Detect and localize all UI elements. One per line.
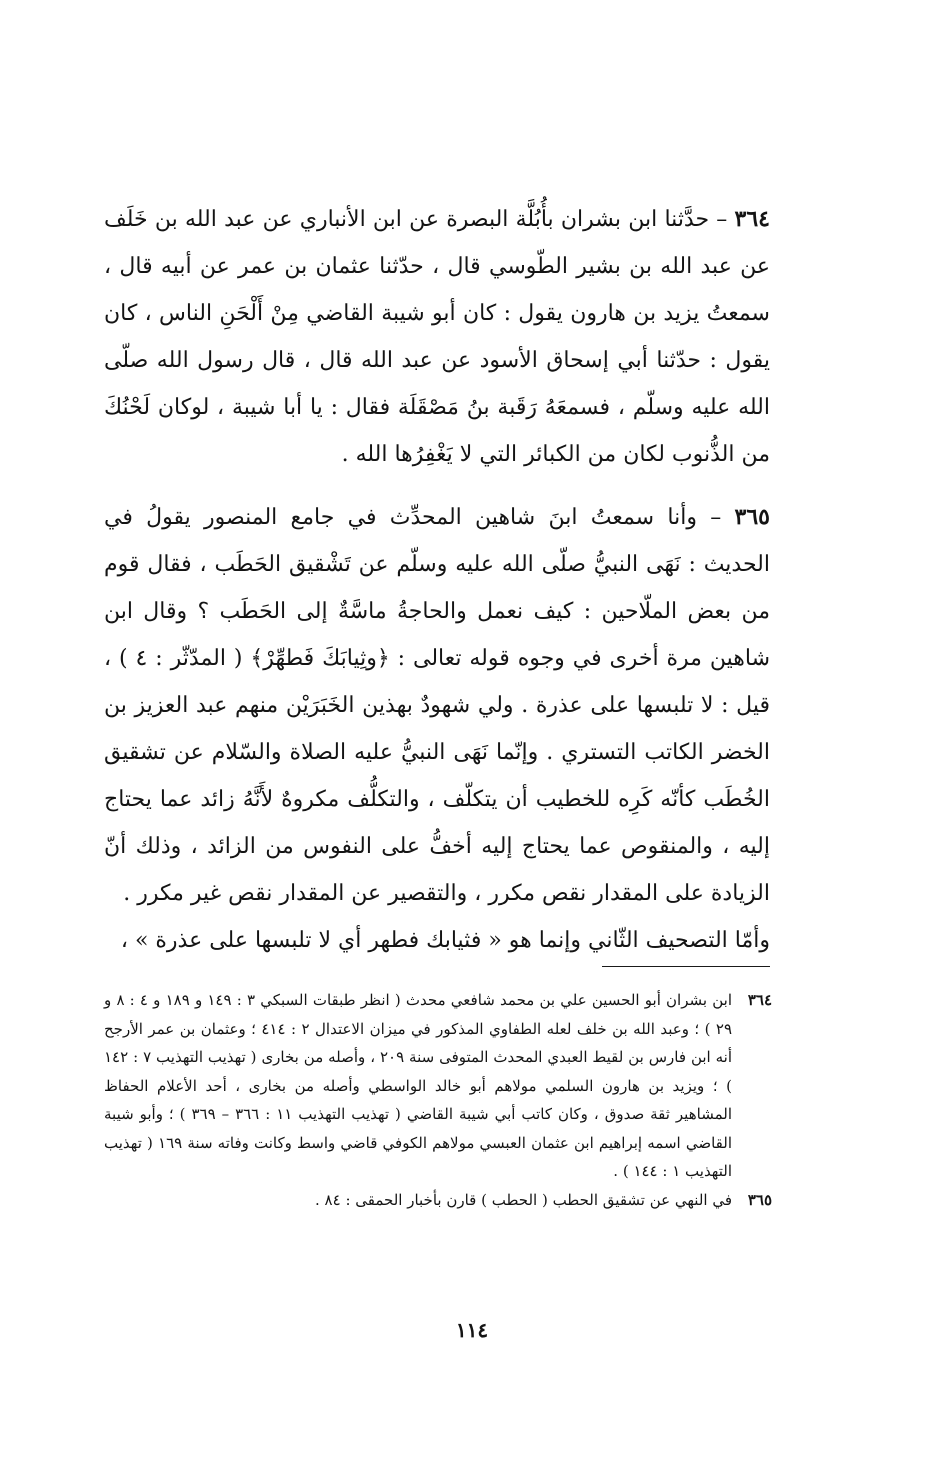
paragraph-number: ٣٦٥ — [734, 504, 770, 530]
paragraph-text: – حدَّثنا ابن بشران بأُبُلَّة البصرة عن ابن الأنباري عن عبد الله بن خَلَف عن عبد الله بن بشير الطّوسي قال ، حدّثنا عثمان بن عمر عن أبيه قال ، سمعتُ يزيد بن هارون يقول : كان أبو شيبة القاضي مِنْ أَلْحَنِ الناس ، كان يقول : حدّثنا أبي إسحاق الأسود عن عبد الله قال ، قال رسول الله صلّى الله عليه وسلّم ، فسمعَهُ رَقَبة بنُ مَصْقَلَة فقال : يا أبا شيبة ، لوكان لَحْنُكَ من الذُّنوب لكان من الكبائر التي لا يَغْفِرُها الله . — [104, 207, 770, 467]
footnote-number: ٣٦٤ — [747, 991, 772, 1009]
paragraph-text: – وأنا سمعتُ ابنَ شاهين المحدِّث في جامع المنصور يقولُ في الحديث : نَهَى النبيُّ صلّى الله عليه وسلّم عن تَشْقيق الحَطَب ، فقال قوم من بعض الملّاحين : كيف نعمل والحاجةُ ماسَّةٌ إلى الحَطَب ؟ وقال ابن شاهين مرة أخرى في وجوه قوله تعالى : ﴿وثِيابَكَ فَطهِّرْ﴾ ( المدّثّر : ٤ ) ، قيل : لا تلبسها على عذرة . ولي شهودٌ بهذين الخَبَرَيْن منهم عبد العزيز بن الخضر الكاتب التستري . وإنّما نَهَى النبيُّ عليه الصلاة والسّلام عن تشقيق الخُطَب كأنّه كَرِه للخطيب أن يتكلّف ، والتكلُّف مكروهٌ لأَنَّهُ زائد عما يحتاج إليه ، والمنقوص عما يحتاج إليه أخفُّ على النفوس من الزائد ، وذلك أنّ الزيادة على المقدار نقص مكرر ، والتقصير عن المقدار نقص غير مكرر . — [104, 505, 771, 906]
paragraph-364 — [104, 196, 770, 478]
footnote-364 — [104, 986, 772, 1186]
footnote-text: في النهي عن تشقيق الحطب ( الحطب ) قارن بأخبار الحمقى : ٨٤ . — [315, 1190, 732, 1209]
footnote-number: ٣٦٥ — [747, 1190, 772, 1209]
footnote-text: ابن بشران أبو الحسين علي بن محمد شافعي محدث ( انظر طبقات السبكي ٣ : ١٤٩ و ١٨٩ و ٤ : ٨ و ٢٩ ) ؛ وعبد الله بن خلف لعله الطفاوي المذكور في ميزان الاعتدال ٢ : ٤١٤ ؛ وعثمان بن عمر الأرجح أنه ابن فارس بن لقيط العبدي المحدث المتوفى سنة ٢٠٩ ، وأصله من بخارى ( تهذيب التهذيب ٧ : ١٤٢ ) ؛ ويزيد بن هارون السلمي مولاهم أبو خالد الواسطي وأصله من بخارى ، أحد الأعلام الحفاظ المشاهير ثقة صدوق ، وكان كاتب أبي شيبة القاضي ( تهذيب التهذيب ١١ : ٣٦٦ – ٣٦٩ ) ؛ وأبو شيبة القاضي اسمه إبراهيم ابن عثمان العبسي مولاهم الكوفي قاضي واسط وكانت وفاته سنة ١٦٩ ( تهذيب التهذيب ١ : ١٤٤ ) . — [104, 991, 733, 1180]
main-text — [104, 196, 770, 964]
footnotes — [104, 986, 772, 1214]
paragraph-text: وأمّا التصحيف الثّاني وإنما هو « فثيابك فطهر أي لا تلبسها على عذرة » ، — [120, 928, 770, 953]
paragraph-continuation — [104, 917, 770, 964]
footnote-separator — [602, 966, 770, 967]
paragraph-number: ٣٦٤ — [734, 206, 770, 232]
footnote-365 — [104, 1186, 772, 1215]
paragraph-365 — [104, 494, 770, 917]
page-number: ١١٤ — [455, 1318, 489, 1342]
